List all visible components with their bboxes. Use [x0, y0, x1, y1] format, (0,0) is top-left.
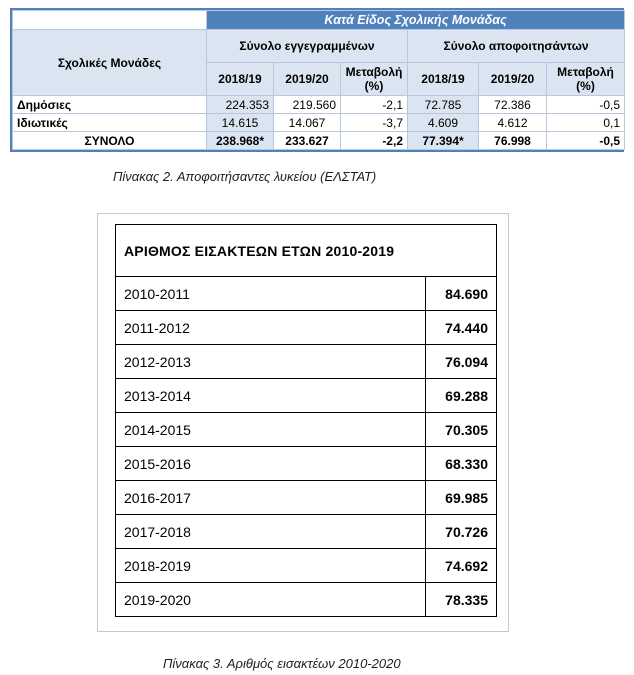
table-row	[116, 583, 497, 617]
column-header: 2019/20	[274, 63, 341, 96]
row-label: Ιδιωτικές	[13, 114, 207, 132]
table-row	[116, 447, 497, 481]
cell: 4.609	[408, 114, 479, 132]
table-3-caption: Πίνακας 3. Αριθμός εισακτέων 2010-2020	[163, 656, 401, 671]
admissions-table-frame	[97, 213, 509, 632]
value-cell: 84.690	[426, 277, 497, 311]
cell: -3,7	[341, 114, 408, 132]
cell: 77.394*	[408, 132, 479, 150]
table-row	[116, 277, 497, 311]
period-cell: 2011-2012	[116, 311, 426, 345]
group-header-enrolled: Σύνολο εγγεγραμμένων	[207, 30, 408, 63]
cell: 0,1	[547, 114, 625, 132]
value-cell: 70.305	[426, 413, 497, 447]
value-cell: 69.288	[426, 379, 497, 413]
period-cell: 2017-2018	[116, 515, 426, 549]
table-title: ΑΡΙΘΜΟΣ ΕΙΣΑΚΤΕΩΝ ΕΤΩΝ 2010-2019	[116, 225, 497, 277]
table-row	[116, 311, 497, 345]
group-header-graduates: Σύνολο αποφοιτησάντων	[408, 30, 625, 63]
period-cell: 2018-2019	[116, 549, 426, 583]
table-row	[116, 515, 497, 549]
row-header: Σχολικές Μονάδες	[13, 30, 207, 96]
value-cell: 74.692	[426, 549, 497, 583]
cell: 72.386	[479, 96, 547, 114]
table-row	[13, 114, 625, 132]
cell: 219.560	[274, 96, 341, 114]
column-header: Μεταβολή (%)	[547, 63, 625, 96]
admissions-table	[115, 224, 497, 617]
value-cell: 68.330	[426, 447, 497, 481]
row-label: Δημόσιες	[13, 96, 207, 114]
period-cell: 2012-2013	[116, 345, 426, 379]
cell: 224.353	[207, 96, 274, 114]
value-cell: 74.440	[426, 311, 497, 345]
cell: 76.998	[479, 132, 547, 150]
column-header: 2018/19	[207, 63, 274, 96]
table-row	[116, 549, 497, 583]
cell: 238.968*	[207, 132, 274, 150]
period-cell: 2016-2017	[116, 481, 426, 515]
value-cell: 76.094	[426, 345, 497, 379]
value-cell: 78.335	[426, 583, 497, 617]
table-title: Κατά Είδος Σχολικής Μονάδας	[207, 11, 625, 30]
table-2-caption: Πίνακας 2. Αποφοιτήσαντες λυκείου (ΕΛΣΤΑΤ)	[113, 169, 377, 184]
cell: 72.785	[408, 96, 479, 114]
cell: 14.067	[274, 114, 341, 132]
cell: -0,5	[547, 96, 625, 114]
table-row	[116, 345, 497, 379]
cell: 4.612	[479, 114, 547, 132]
column-header: 2018/19	[408, 63, 479, 96]
table-row	[116, 481, 497, 515]
cell: -0,5	[547, 132, 625, 150]
value-cell: 70.726	[426, 515, 497, 549]
cell: -2,1	[341, 96, 408, 114]
period-cell: 2019-2020	[116, 583, 426, 617]
period-cell: 2014-2015	[116, 413, 426, 447]
row-label: ΣΥΝΟΛΟ	[13, 132, 207, 150]
table-row	[116, 413, 497, 447]
period-cell: 2015-2016	[116, 447, 426, 481]
cell: 14.615	[207, 114, 274, 132]
value-cell: 69.985	[426, 481, 497, 515]
column-header: 2019/20	[479, 63, 547, 96]
period-cell: 2013-2014	[116, 379, 426, 413]
graduates-table	[10, 8, 624, 152]
cell: 233.627	[274, 132, 341, 150]
cell: -2,2	[341, 132, 408, 150]
period-cell: 2010-2011	[116, 277, 426, 311]
table-row	[116, 379, 497, 413]
column-header: Μεταβολή (%)	[341, 63, 408, 96]
graduates-table-grid	[12, 10, 625, 150]
table-row	[13, 96, 625, 114]
table-row-total	[13, 132, 625, 150]
